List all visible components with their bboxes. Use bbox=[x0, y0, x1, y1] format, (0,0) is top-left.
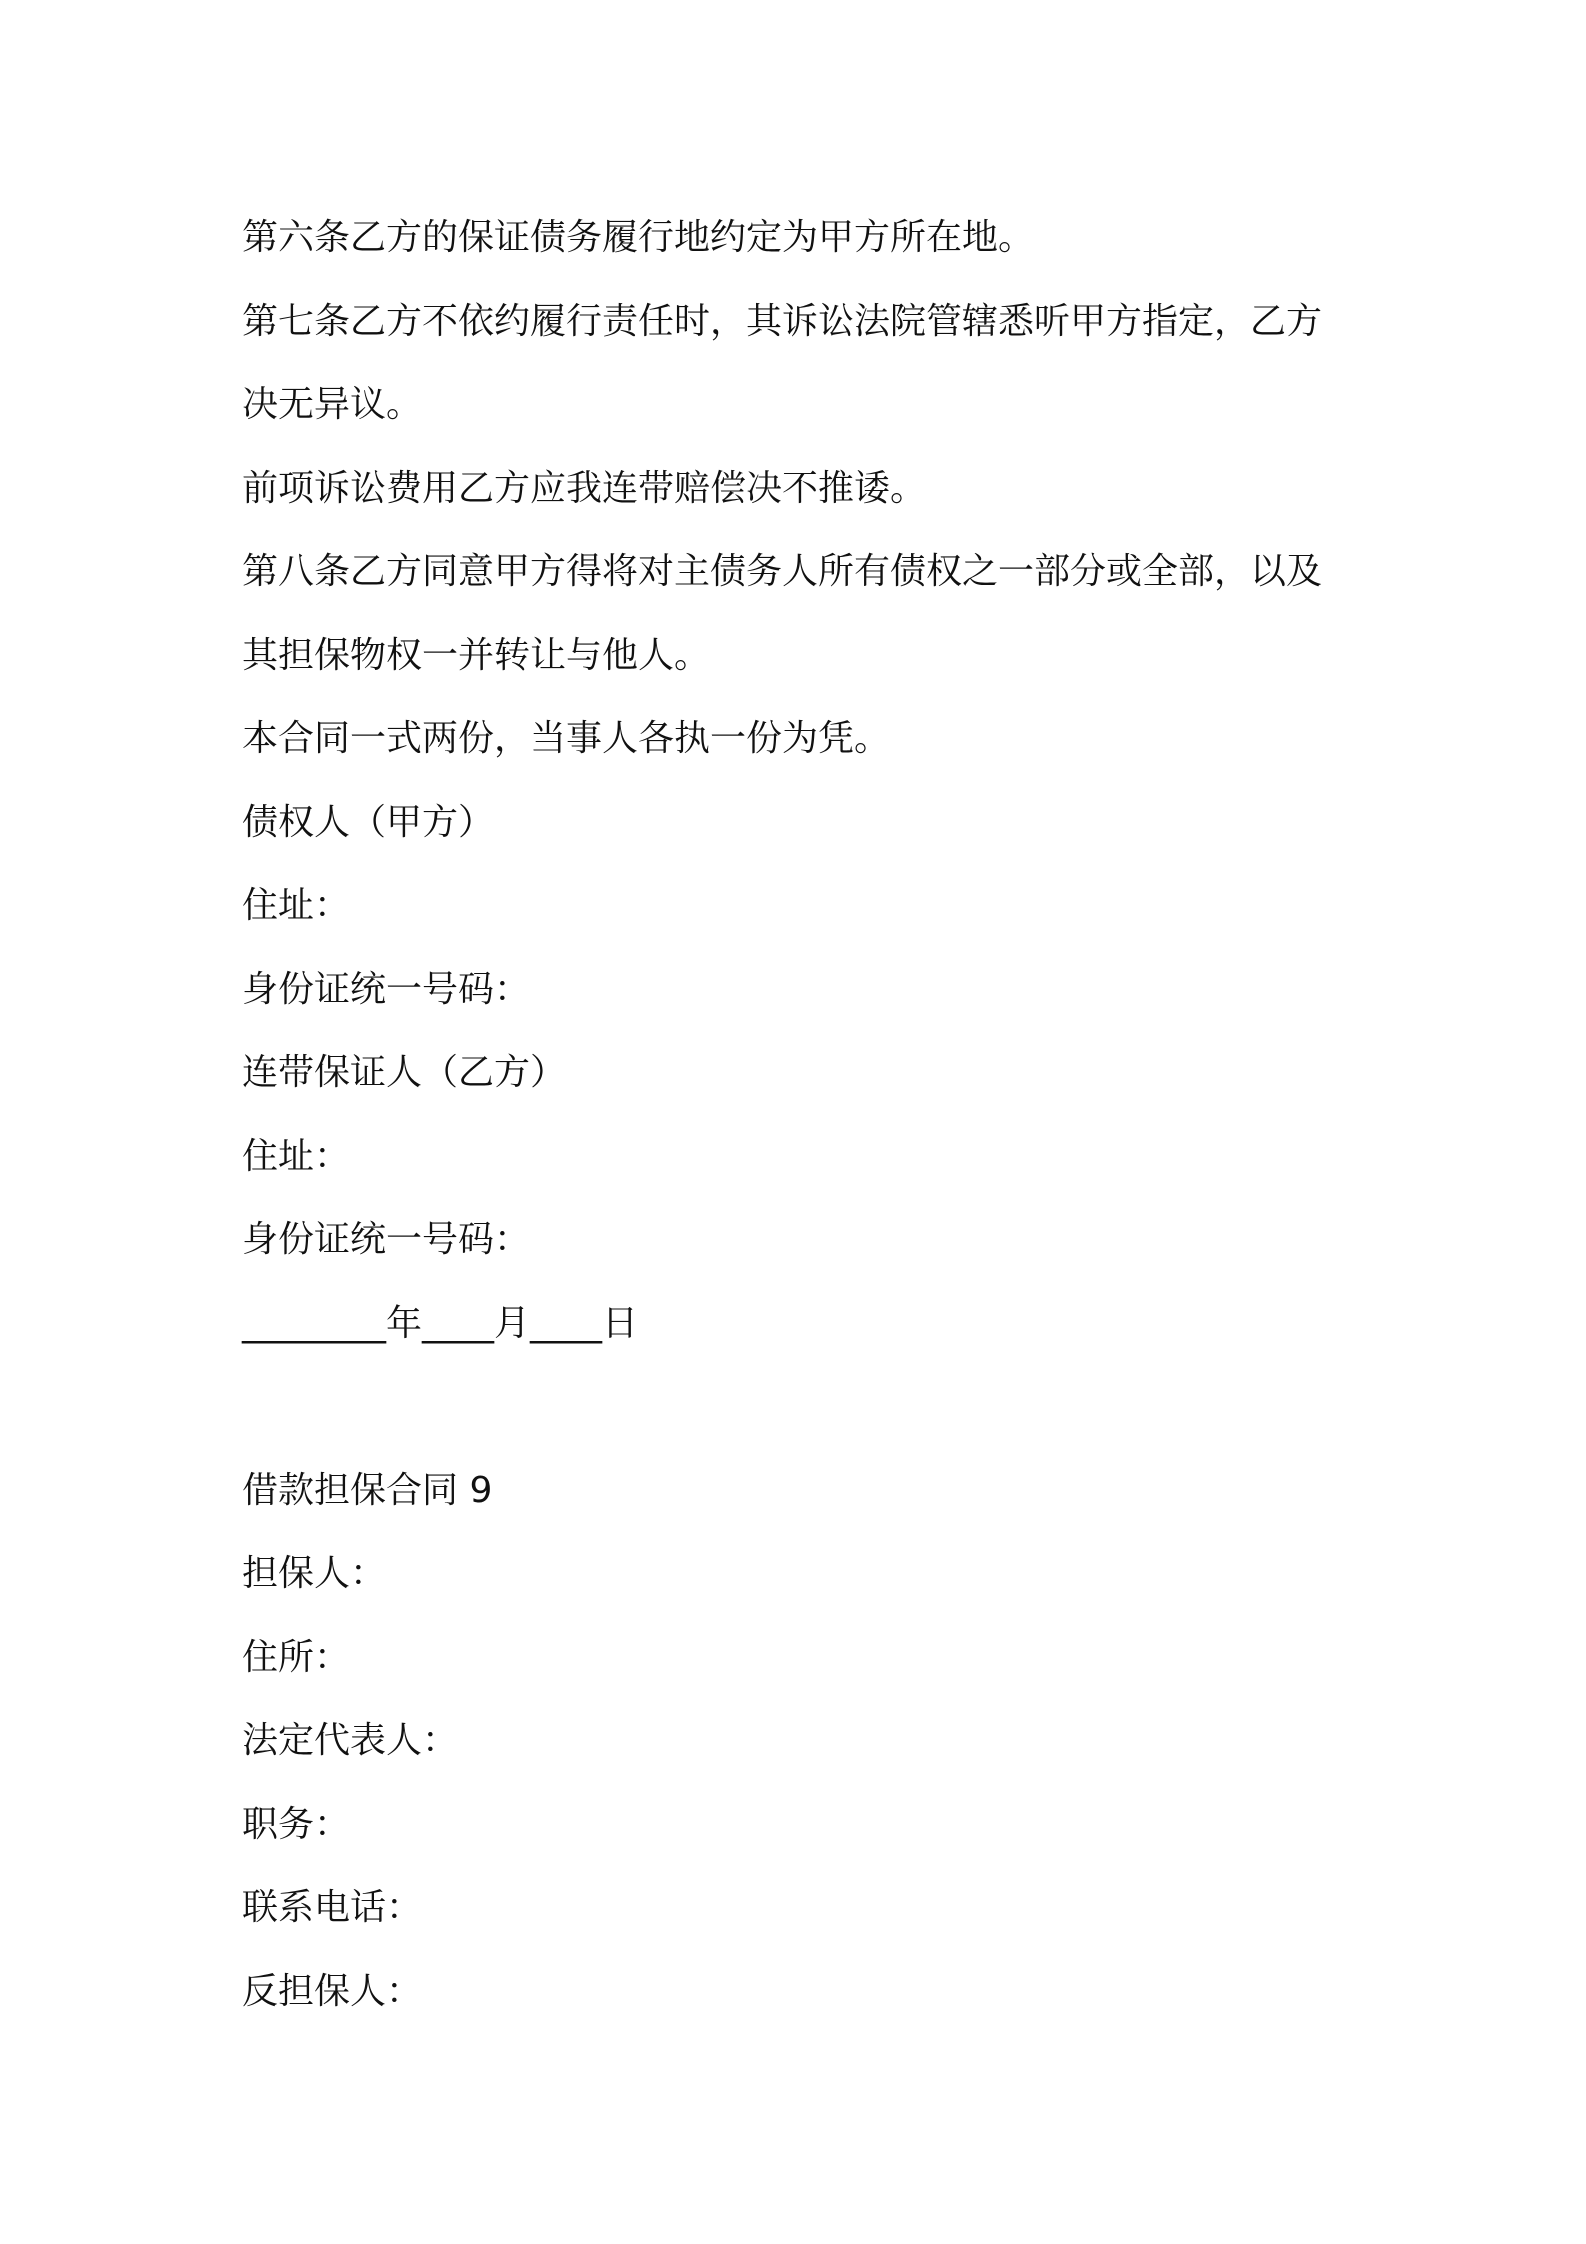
litigation-cost-clause: 前项诉讼费用乙方应我连带赔偿决不推诿。 bbox=[242, 467, 927, 509]
guarantor-id-label: 身份证统一号码： bbox=[242, 1219, 531, 1260]
residence-field-label: 住所： bbox=[242, 1636, 351, 1678]
phone-field-label: 联系电话： bbox=[242, 1887, 423, 1928]
position-field-label: 职务： bbox=[242, 1803, 351, 1845]
clause-8-line-2: 其担保物权一并转让与他人。 bbox=[242, 634, 711, 676]
creditor-address-label: 住址： bbox=[242, 885, 351, 926]
guarantor-label: 连带保证人（乙方） bbox=[242, 1052, 567, 1093]
date-line: ________年____月____日 bbox=[242, 1302, 638, 1344]
creditor-label: 债权人（甲方） bbox=[242, 801, 495, 843]
creditor-id-label: 身份证统一号码： bbox=[242, 968, 531, 1010]
clause-7-line-2: 决无异议。 bbox=[242, 384, 423, 425]
document-body bbox=[242, 196, 1362, 2033]
section-gap bbox=[242, 1365, 1362, 1449]
clause-7-line-1: 第七条乙方不依约履行责任时，其诉讼法院管辖悉听甲方指定，乙方 bbox=[242, 300, 1323, 342]
guarantor-field-label: 担保人： bbox=[242, 1553, 387, 1594]
counter-guarantor-field-label: 反担保人： bbox=[242, 1970, 423, 2012]
contract-9-title: 借款担保合同 9 bbox=[242, 1469, 493, 1511]
clause-8-line-1: 第八条乙方同意甲方得将对主债务人所有债权之一部分或全部，以及 bbox=[242, 551, 1323, 592]
clause-6: 第六条乙方的保证债务履行地约定为甲方所在地。 bbox=[242, 217, 1035, 258]
legal-representative-field-label: 法定代表人： bbox=[242, 1720, 459, 1761]
guarantor-address-label: 住址： bbox=[242, 1135, 351, 1177]
copies-clause: 本合同一式两份，当事人各执一份为凭。 bbox=[242, 718, 891, 759]
